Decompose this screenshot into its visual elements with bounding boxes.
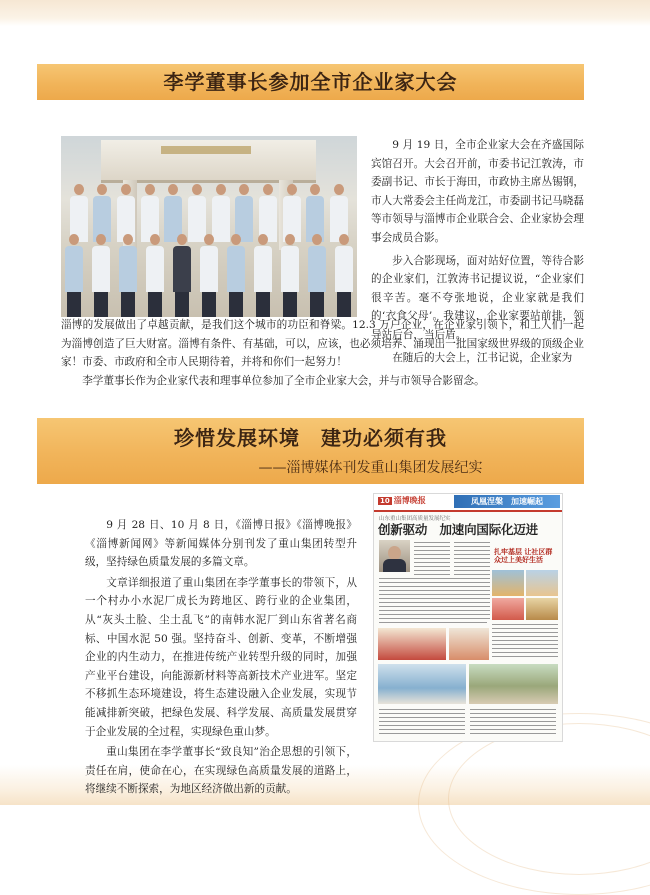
newspaper-clipping: [373, 493, 563, 742]
section2-subtitle: ——淄博媒体刊发重山集团发展纪实: [258, 460, 483, 476]
crowd-front-row: [61, 234, 357, 317]
news-photo: [492, 570, 524, 596]
paragraph: 在随后的大会上，江书记说，企业家为: [392, 351, 573, 364]
text-lines: [379, 709, 465, 737]
text-lines: [492, 624, 558, 660]
newspaper-kicker: 山东重山集团高质量发展纪实: [379, 516, 451, 522]
text-lines: [414, 542, 450, 578]
section2-title-bar: [37, 418, 584, 484]
top-decor-band: [0, 0, 650, 26]
paragraph: 文章详细报道了重山集团在李学董事长的带领下，从一个村办小水泥厂成长为跨地区、跨行业的企业集团，从“灰头土脸、尘土乱飞”的南韩水泥厂到山东省著名商标、中国水泥 50 强。坚持奋斗、创新、变革，不断增强企业的内生动力，在推进传统产业转型升级的同时，加强产业平台建设，向能源新材料等高新技术产业进军。坚定不移抓生态环境建设，将生态建设融入企业发展，实现节能减排新突破，把绿色发展、科学发展、高质量发展贯穿于企业发展的全过程，实现绿色重山梦。: [85, 576, 357, 738]
news-photo: [469, 664, 558, 704]
paragraph: 重山集团在李学董事长“致良知”治企思想的引领下，责任在肩，使命在心，在实现绿色高质量发展的道路上，将继续不断探索，为地区经济做出新的贡献。: [85, 746, 357, 796]
paragraph: 淄博的发展做出了卓越贡献，是我们这个城市的功臣和脊梁。12.3 万户企业，在企业家引领下，和工人们一起为淄博创造了巨大财富。淄博有条件、有基础，可以，应该，也必须培养、涌现出一批国家级世界级的顶级企业家！市委、市政府和全市人民期待着，并将和你们一起努力！: [61, 319, 584, 369]
paragraph: 9 月 28 日、10 月 8 日，《淄博日报》《淄博晚报》《淄博新闻网》等新闻媒体分别刊发了重山集团转型升级，坚持绿色质量发展的多篇文章。: [85, 519, 357, 569]
section2-title: 珍惜发展环境 建功必须有我: [174, 426, 447, 450]
news-photo: [526, 598, 558, 620]
paragraph: 李学董事长作为企业家代表和理事单位参加了全市企业家大会，并与市领导合影留念。: [82, 374, 485, 387]
text-lines: [470, 709, 556, 737]
section2-text-column: [85, 516, 357, 799]
section1-title: 李学董事长参加全市企业家大会: [37, 64, 584, 100]
text-lines: [379, 578, 487, 626]
news-photo: [526, 570, 558, 596]
paragraph: 步入合影现场，面对站好位置，等待合影的企业家们，江敦涛书记提议说，“企业家们很辛苦。毫不夸张地说，企业家就是我们的‘衣食父母’。我建议，企业家要站前排，领导站后台，当后盾。: [371, 254, 584, 341]
newspaper-banner: 凤凰涅槃 加速崛起: [454, 495, 560, 508]
newspaper-subhead: 扎牢基层 让社区群众过上美好生活: [494, 548, 553, 564]
newspaper-logo: 10 淄博晚报: [380, 496, 426, 505]
group-photo: [61, 136, 357, 317]
paragraph: 9 月 19 日，全市企业家大会在齐盛国际宾馆召开。大会召开前，市委书记江敦涛，市委副书记、市长于海田，市政协主席丛锡钢，市人大常委会主任尚龙江，市委副书记马晓磊等市领导与淄博市企业联合会、企业家协会理事会成员合影。: [371, 139, 584, 244]
newspaper-headline: 创新驱动 加速向国际化迈进: [378, 522, 538, 537]
section1-full-column: [61, 316, 584, 390]
news-photo: [492, 598, 524, 620]
news-photo: [378, 664, 466, 704]
portrait-photo: [379, 540, 410, 572]
news-photo: [449, 628, 489, 660]
hotel-building: [101, 140, 316, 183]
building-sign: [161, 146, 251, 154]
newspaper-masthead: [374, 494, 562, 512]
news-photo: [378, 628, 446, 660]
